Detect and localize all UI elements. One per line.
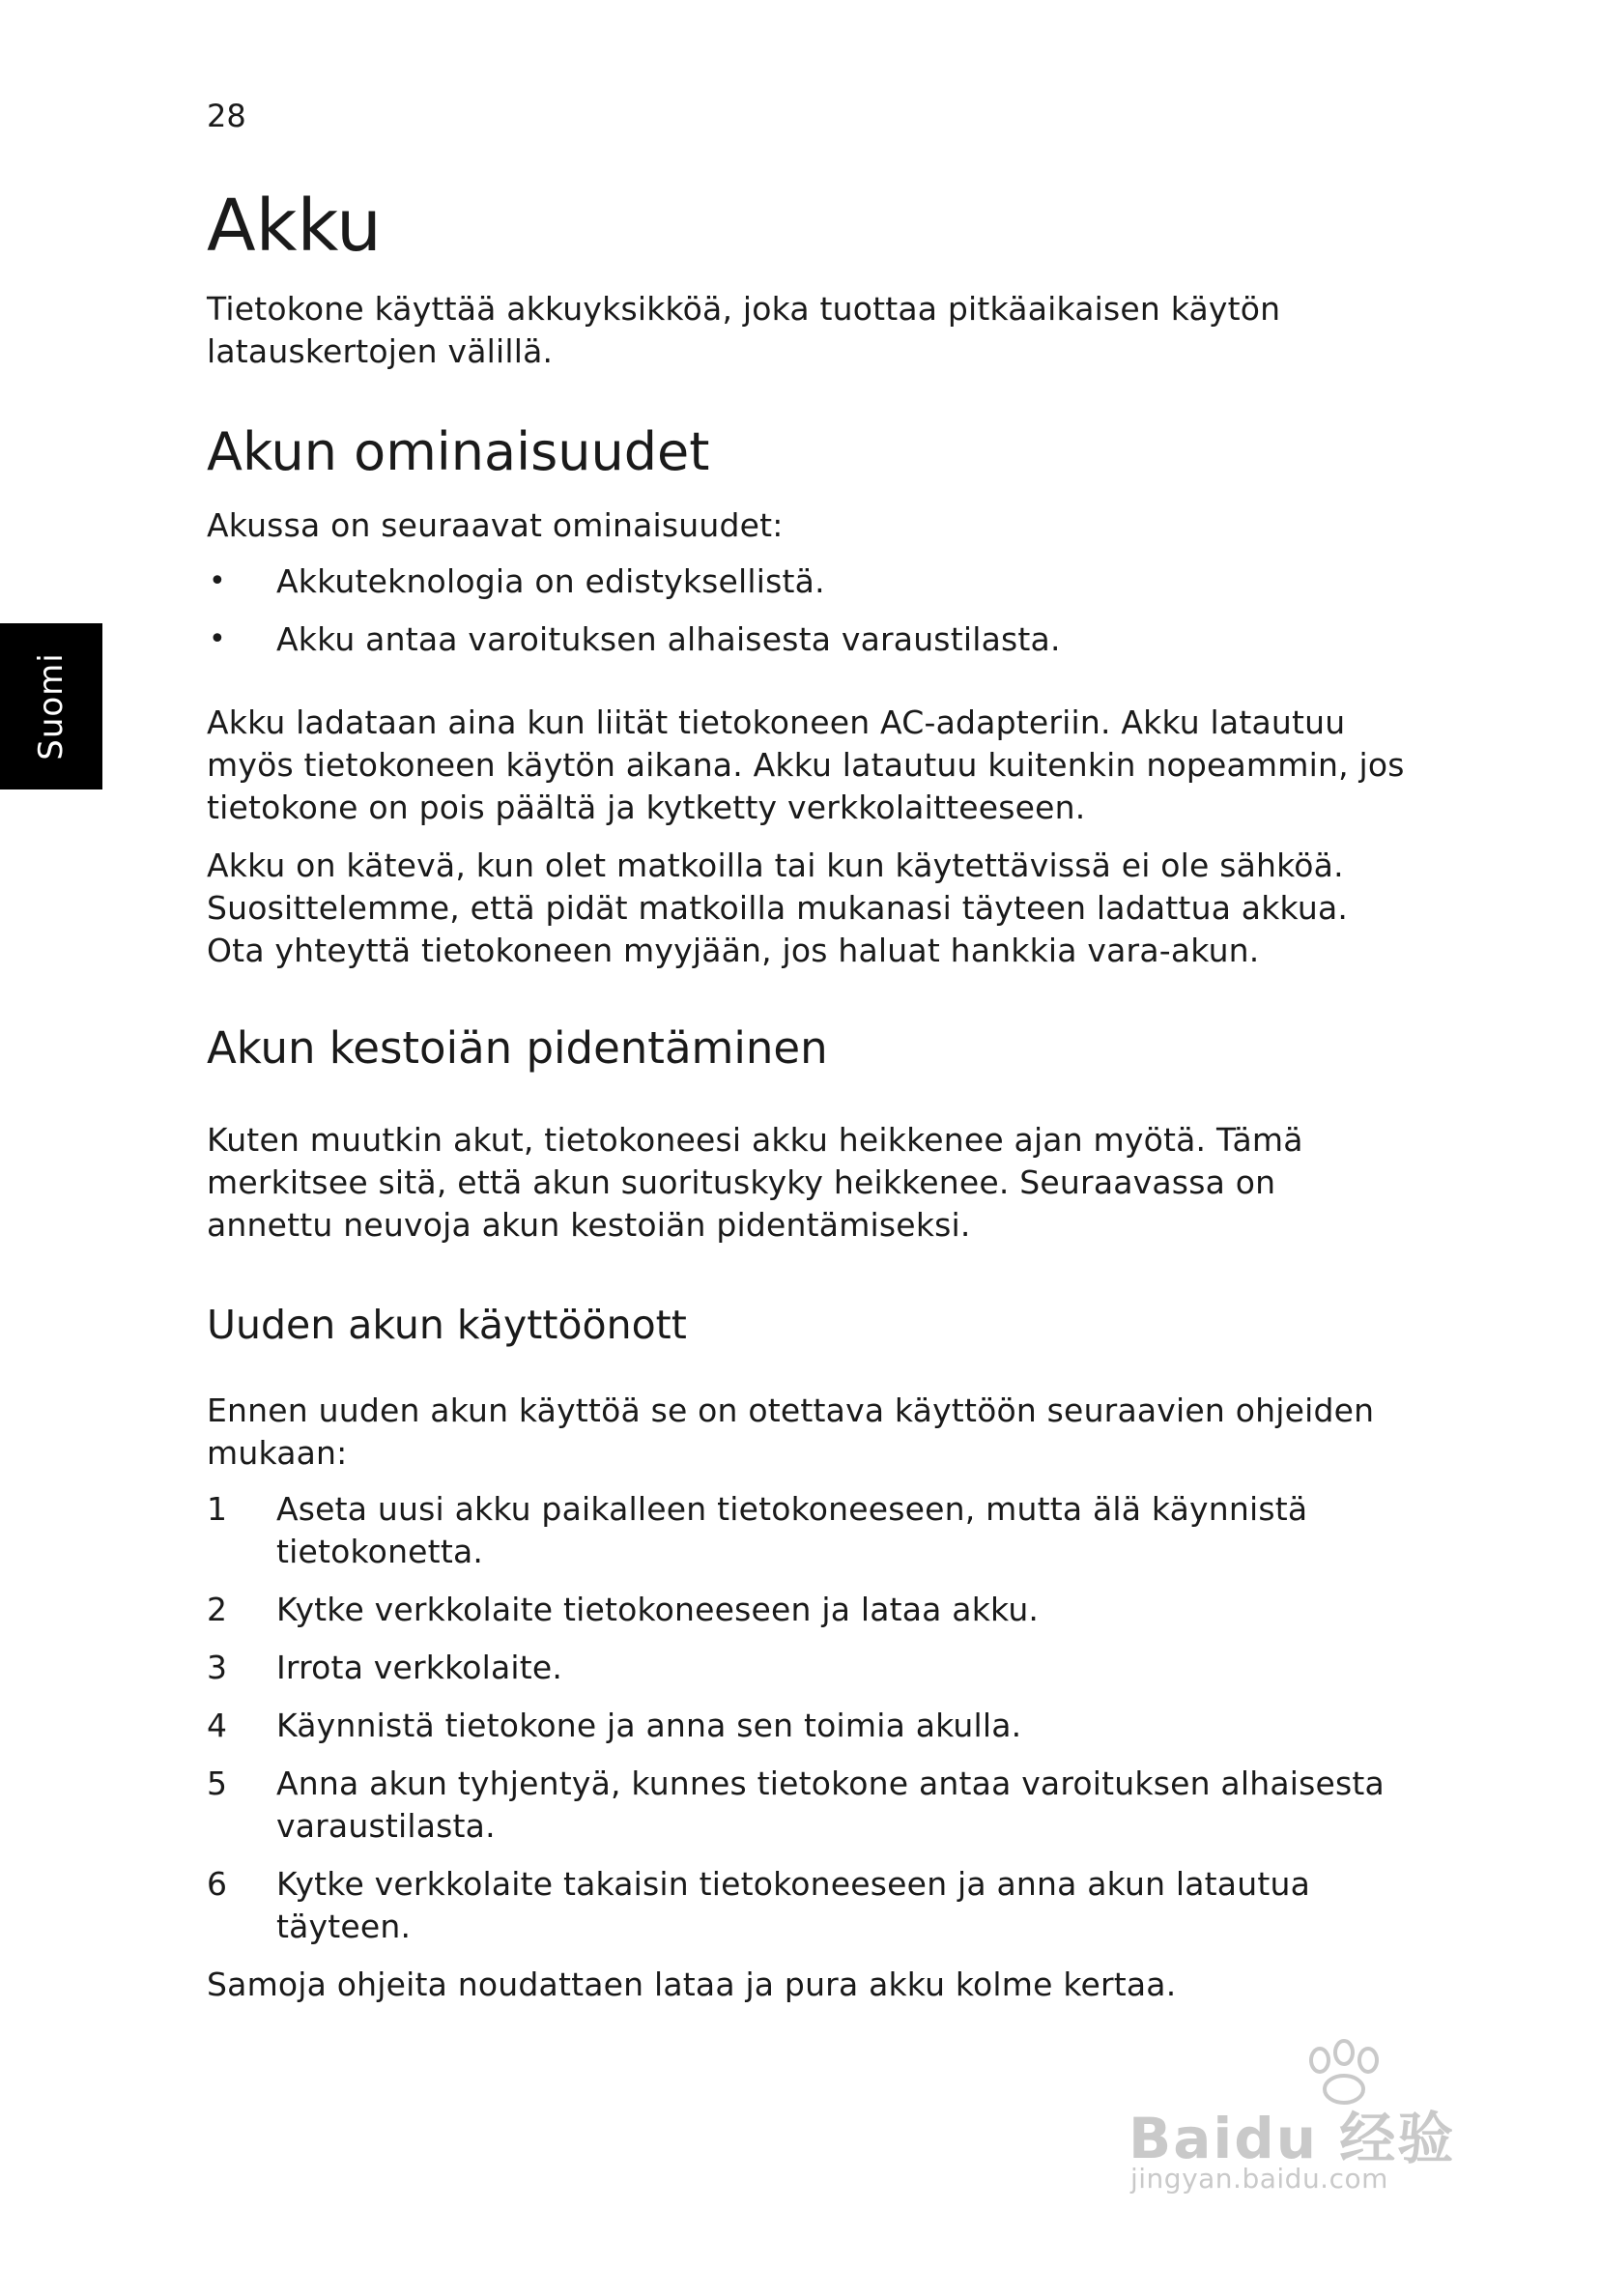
list-item [207,1589,1405,1631]
section1-paragraph: Akku on kätevä, kun olet matkoilla tai kun käytettävissä ei ole sähköä. Suosittelemme, että pidät matkoilla mukanasi täyteen ladattua akkua. Ota yhteyttä tietokoneen myyjään, jos haluat hankkia vara-akun. [207,847,1349,969]
step-number: 1 [207,1490,228,1528]
baidu-watermark [1129,2039,1496,2203]
list-item [207,1763,1405,1848]
step-text: Aseta uusi akku paikalleen tietokoneeseen, mutta älä käynnistä tietokonetta. [276,1490,1308,1570]
list-item [207,1488,1405,1573]
bullet-icon: • [209,564,226,598]
step-number: 6 [207,1865,228,1903]
section-heading-kestoian-pidentaminen: Akun kestoiän pidentäminen [207,1022,828,1074]
step-number: 4 [207,1707,228,1744]
bullet-icon: • [209,622,226,656]
page-content [207,182,1405,2006]
list-item-text: Akkuteknologia on edistyksellistä. [276,562,825,600]
section1-paragraph: Akku ladataan aina kun liität tietokoneen AC-adapteriin. Akku latautuu myös tietokoneen käytön aikana. Akku latautuu kuitenkin nopeammin, jos tietokone on pois päältä ja kytketty verkkolaitteeseen. [207,703,1405,826]
watermark-logo: Baidu 经验 [1129,2106,1456,2171]
step-number: 3 [207,1649,228,1686]
list-item [207,618,1405,661]
step-text: Käynnistä tietokone ja anna sen toimia akulla. [276,1707,1022,1744]
language-side-tab-label: Suomi [32,652,71,761]
step-text: Anna akun tyhjentyä, kunnes tietokone antaa varoituksen alhaisesta varaustilasta. [276,1765,1385,1845]
steps-list [207,1488,1405,1948]
section3-lead: Ennen uuden akun käyttöä se on otettava käyttöön seuraavien ohjeiden mukaan: [207,1392,1375,1472]
section-heading-ominaisuudet: Akun ominaisuudet [207,421,710,482]
closing-paragraph: Samoja ohjeita noudattaen lataa ja pura akku kolme kertaa. [207,1966,1177,2003]
step-number: 5 [207,1765,228,1802]
list-item-text: Akku antaa varoituksen alhaisesta varaustilasta. [276,620,1061,658]
list-item [207,1863,1405,1948]
feature-list [207,560,1405,661]
step-number: 2 [207,1591,228,1628]
list-item [207,560,1405,603]
list-item [207,1647,1405,1689]
language-side-tab [0,623,102,789]
step-text: Irrota verkkolaite. [276,1649,563,1686]
intro-paragraph: Tietokone käyttää akkuyksikköä, joka tuottaa pitkäaikaisen käytön latauskertojen välillä. [207,290,1281,370]
step-text: Kytke verkkolaite tietokoneeseen ja lataa akku. [276,1591,1040,1628]
section2-paragraph: Kuten muutkin akut, tietokoneesi akku heikkenee ajan myötä. Tämä merkitsee sitä, että akun suorituskyky heikkenee. Seuraavassa on annettu neuvoja akun kestoiän pidentämiseksi. [207,1121,1303,1244]
watermark-url: jingyan.baidu.com [1130,2163,1388,2195]
step-text: Kytke verkkolaite takaisin tietokoneeseen ja anna akun latautua täyteen. [276,1865,1311,1945]
page-title: Akku [207,185,382,268]
list-item [207,1705,1405,1747]
page-number: 28 [207,98,246,134]
section1-lead: Akussa on seuraavat ominaisuudet: [207,506,784,544]
subsection-heading-kayttoonotto: Uuden akun käyttöönott [207,1302,687,1348]
